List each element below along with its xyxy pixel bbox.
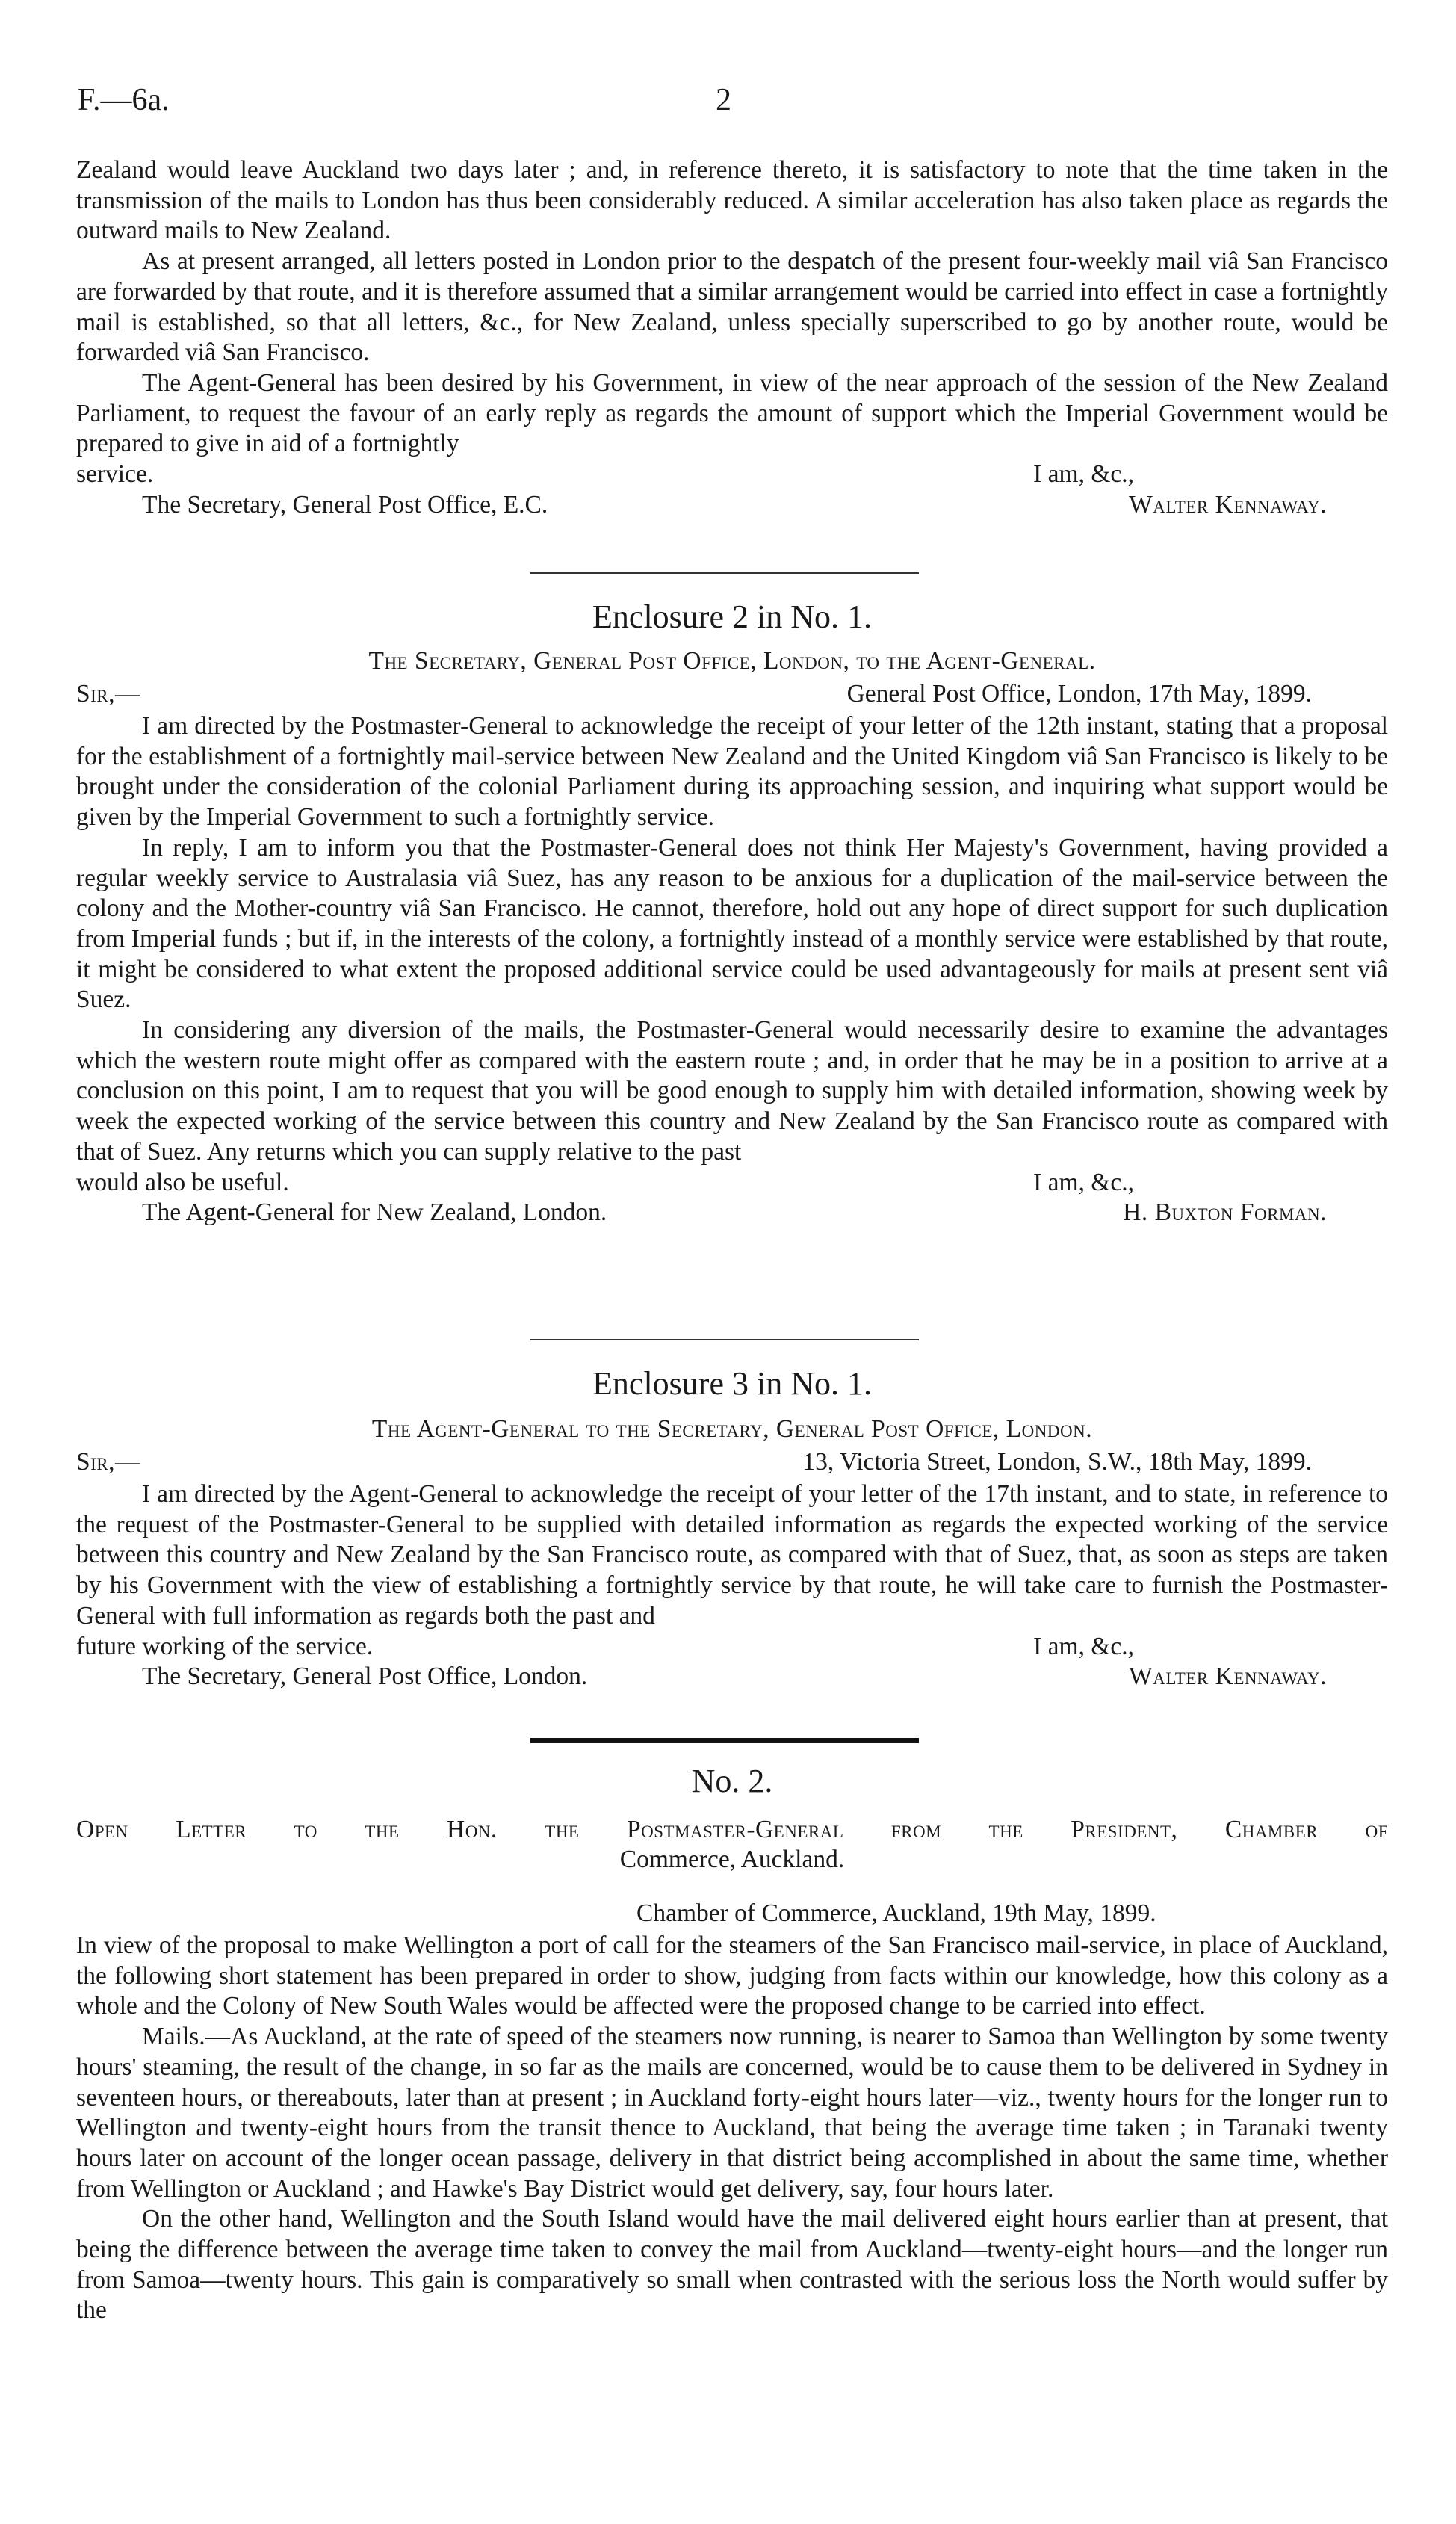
enclosure-2-salutation-row	[76, 680, 1312, 708]
no2-location-date: Chamber of Commerce, Auckland, 19th May, 1899.	[636, 1899, 1156, 1927]
paragraph: Zealand would leave Auckland two days later ; and, in reference thereto, it is satisfactory to note that the time taken in the transmission of the mails to London has thus been considerably reduced. A similar acceleration has also taken place as regards the outward mails to New Zealand.	[76, 156, 1388, 245]
paragraph: In view of the proposal to make Wellington a port of call for the steamers of the San Francisco mail-service, in place of Auckland, the following short statement has been prepared in order to show, judging from facts within our knowledge, how this colony as a whole and the Colony of New South Wales would be affected were the proposed change to be carried into effect.	[76, 1931, 1388, 2020]
closing-left: would also be useful.	[76, 1168, 289, 1196]
closing-left: service.	[76, 460, 154, 489]
signature-line	[76, 490, 1388, 521]
no2-subheading-line-2: Commerce, Auckland.	[619, 1846, 845, 1873]
addressee: The Agent-General for New Zealand, London.	[142, 1198, 607, 1227]
paragraph: I am directed by the Postmaster-General to acknowledge the receipt of your letter of the 12th instant, stating that a proposal for the establishment of a fortnightly mail-service between New Zealand and the United Kingdom viâ San Francisco is likely to be brought under the consideration of the colonial Parliament during its approaching session, and inquiring what support would be given by the Imperial Government to such a fortnightly service.	[76, 712, 1388, 832]
signature-line	[76, 1662, 1388, 1692]
signature: Walter Kennaway.	[1129, 490, 1327, 519]
intro-letter	[76, 155, 1388, 520]
major-divider	[530, 1738, 919, 1743]
no2-subheading-line-1: Open Letter to the Hon. the Postmaster-General from the President, Chamber of	[76, 1816, 1388, 1843]
enclosure-3-salutation-row	[76, 1448, 1312, 1476]
enclosure-3-subheading: The Agent-General to the Secretary, General Post Office, London.	[371, 1415, 1093, 1443]
signature: Walter Kennaway.	[1129, 1662, 1327, 1691]
section-divider	[530, 1339, 919, 1340]
paragraph: The Agent-General has been desired by his Government, in view of the near approach of the session of the New Zealand Parliament, to request the favour of an early reply as regards the amount of support which the Imperial Government would be prepared to give in aid of a fortnightly	[76, 368, 1388, 458]
section-divider	[530, 572, 919, 574]
closing-line	[76, 460, 1388, 490]
paragraph: Mails.—As Auckland, at the rate of speed of the steamers now running, is nearer to Samoa than Wellington by some twenty hours' steaming, the result of the change, in so far as the mails are concerned, would be to cause them to be delivered in Sydney in seventeen hours, or thereabouts, later than at present ; in Auckland forty-eight hours later—viz., twenty hours for the longer run to Wellington and twenty-eight hours from the transit thence to Auckland, that being the average time taken ; in Taranaki twenty hours later on account of the longer ocean passage, delivery in that district being accomplished in about the same time, whether from Wellington or Auckland ; and Hawke's Bay District would get delivery, say, four hours later.	[76, 2023, 1388, 2203]
paragraph: As at present arranged, all letters posted in London prior to the despatch of the present four-weekly mail viâ San Francisco are forwarded by that route, and it is therefore assumed that a similar arrangement would be carried into effect in case a fortnightly mail is established, so that all letters, &c., for New Zealand, unless specially superscribed to go by another route, would be forwarded viâ San Francisco.	[76, 247, 1388, 367]
enclosure-2-body	[76, 711, 1388, 1228]
addressee: The Secretary, General Post Office, London.	[142, 1662, 588, 1691]
closing-right: I am, &c.,	[1033, 1632, 1134, 1660]
closing-line	[76, 1168, 1388, 1198]
enclosure-2-subheading: The Secretary, General Post Office, London, to the Agent-General.	[368, 647, 1096, 675]
no2-body	[76, 1931, 1388, 2326]
page-number: 2	[716, 83, 731, 117]
document-reference: F.—6a.	[78, 83, 170, 117]
paragraph: In reply, I am to inform you that the Postmaster-General does not think Her Majesty's Government, having provided a regular weekly service to Australasia viâ Suez, has any reason to be anxious for a duplication of the mail-service between the colony and the Mother-country viâ San Francisco. He cannot, therefore, hold out any hope of direct support for such duplication from Imperial funds ; but if, in the interests of the colony, a fortnightly instead of a monthly service were established by that route, it might be considered to what extent the proposed additional service could be used advantageously for mails at present sent viâ Suez.	[76, 833, 1388, 1014]
closing-line	[76, 1632, 1388, 1662]
paragraph: On the other hand, Wellington and the South Island would have the mail delivered eight hours earlier than at present, that being the difference between the average time taken to convey the mail from Auckland—twenty-eight hours—and the longer run from Samoa—twenty hours. This gain is comparatively so small when contrasted with the serious loss the North would suffer by the	[76, 2205, 1388, 2325]
signature-line	[76, 1198, 1388, 1228]
closing-left: future working of the service.	[76, 1632, 374, 1660]
enclosure-3-body	[76, 1479, 1388, 1692]
paragraph: In considering any diversion of the mails, the Postmaster-General would necessarily desire to examine the advantages which the western route might offer as compared with the eastern route ; and, in order that he may be in a position to arrive at a conclusion on this point, I am to request that you will be good enough to supply him with detailed information, showing week by week the expected working of the service between this country and New Zealand by the San Francisco route as compared with that of Suez. Any returns which you can supply relative to the past	[76, 1016, 1388, 1166]
salutation: Sir,—	[76, 680, 141, 708]
paragraph: I am directed by the Agent-General to acknowledge the receipt of your letter of the 17th instant, and to state, in reference to the request of the Postmaster-General to be supplied with detailed information as regards the expected working of the service between this country and New Zealand by the San Francisco route, as compared with that of Suez, that, as soon as steps are taken by his Government with the view of establishing a fortnightly service by that route, he will take care to furnish the Postmaster-General with full information as regards both the past and	[76, 1480, 1388, 1630]
location-date: 13, Victoria Street, London, S.W., 18th May, 1899.	[802, 1448, 1312, 1476]
location-date: General Post Office, London, 17th May, 1899.	[846, 680, 1312, 708]
no2-heading: No. 2.	[691, 1763, 773, 1799]
enclosure-3-heading: Enclosure 3 in No. 1.	[592, 1365, 872, 1402]
signature: H. Buxton Forman.	[1123, 1198, 1327, 1227]
enclosure-2-heading: Enclosure 2 in No. 1.	[592, 598, 872, 635]
addressee: The Secretary, General Post Office, E.C.	[142, 490, 548, 519]
closing-right: I am, &c.,	[1033, 460, 1134, 489]
closing-right: I am, &c.,	[1033, 1168, 1134, 1196]
salutation: Sir,—	[76, 1448, 141, 1476]
